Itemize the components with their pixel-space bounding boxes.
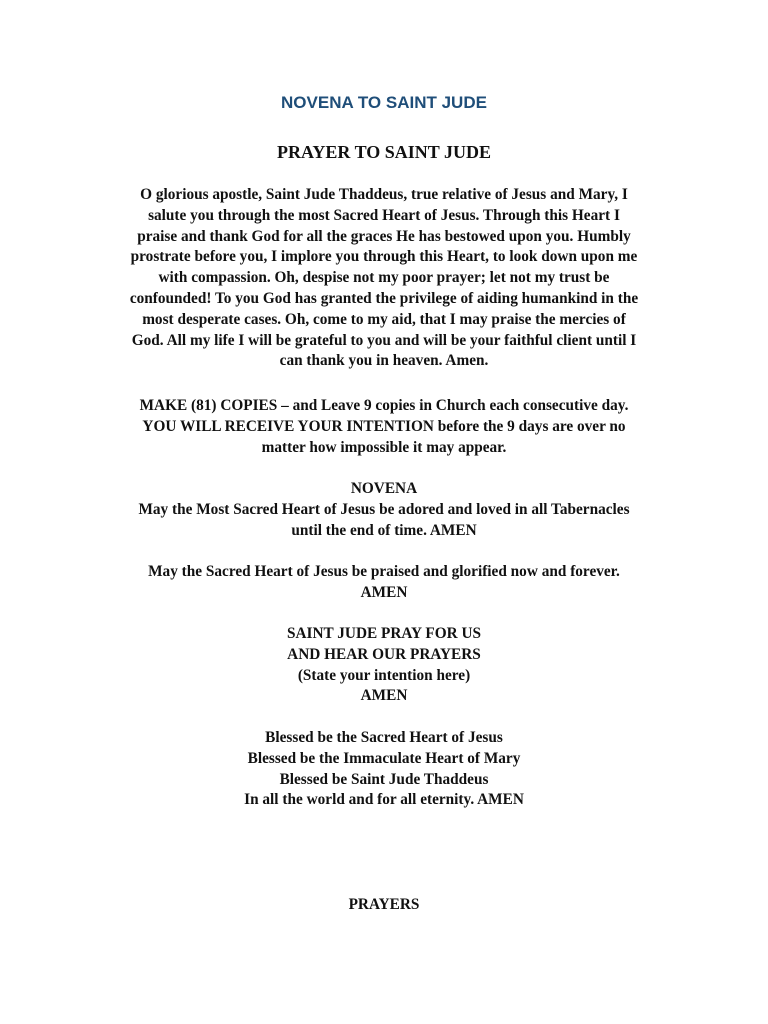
prayer-line: can thank you in heaven. Amen. (279, 352, 489, 370)
prayer-line: most desperate cases. Oh, come to my aid, that I may praise the mercies of (142, 310, 626, 328)
prayer-line: confounded! To you God has granted the privilege of aiding humankind in the (129, 289, 639, 307)
blessings-section (80, 728, 688, 811)
prayer-line: praise and thank God for all the graces He has bestowed upon you. Humbly (137, 227, 631, 245)
prayer-line: O glorious apostle, Saint Jude Thaddeus, true relative of Jesus and Mary, I (140, 186, 628, 203)
novena-section (80, 479, 688, 541)
copies-line: YOU WILL RECEIVE YOUR INTENTION before the 9 days are over no (142, 417, 626, 435)
blessing-line: In all the world and for all eternity. AMEN (244, 791, 524, 809)
blessing-line: Blessed be the Immaculate Heart of Mary (247, 749, 521, 767)
prayer-subtitle: PRAYER TO SAINT JUDE (277, 142, 491, 162)
praised-line: May the Sacred Heart of Jesus be praised and glorified now and forever. (148, 563, 620, 580)
blessing-line: Blessed be Saint Jude Thaddeus (279, 770, 489, 788)
prayer-line: with compassion. Oh, despise not my poor prayer; let not my trust be (158, 269, 610, 287)
invocation-line: SAINT JUDE PRAY FOR US (286, 625, 482, 642)
prayer-line: God. All my life I will be grateful to you and will be your faithful client until I (131, 331, 637, 349)
prayer-line: prostrate before you, I implore you through this Heart, to look down upon me (130, 248, 638, 266)
invocation-line: (State your intention here) (297, 666, 471, 684)
blessing-line: Blessed be the Sacred Heart of Jesus (265, 729, 503, 746)
novena-line: May the Most Sacred Heart of Jesus be adored and loved in all Tabernacles (138, 500, 630, 518)
saint-jude-invocation (80, 624, 688, 707)
prayers-heading: PRAYERS (348, 896, 420, 913)
copies-line: MAKE (81) COPIES – and Leave 9 copies in Church each consecutive day. (139, 397, 629, 414)
prayer-line: salute you through the most Sacred Heart of Jesus. Through this Heart I (148, 206, 620, 224)
copies-instructions (80, 396, 688, 458)
copies-line: matter how impossible it may appear. (261, 438, 507, 456)
novena-line: until the end of time. AMEN (291, 521, 477, 539)
praised-line: AMEN (360, 583, 408, 601)
prayer-paragraph (80, 185, 688, 372)
novena-heading: NOVENA (350, 480, 418, 497)
document-title: NOVENA TO SAINT JUDE (281, 93, 487, 112)
invocation-line: AND HEAR OUR PRAYERS (287, 645, 481, 663)
praised-section (80, 562, 688, 604)
invocation-line: AMEN (360, 687, 408, 705)
